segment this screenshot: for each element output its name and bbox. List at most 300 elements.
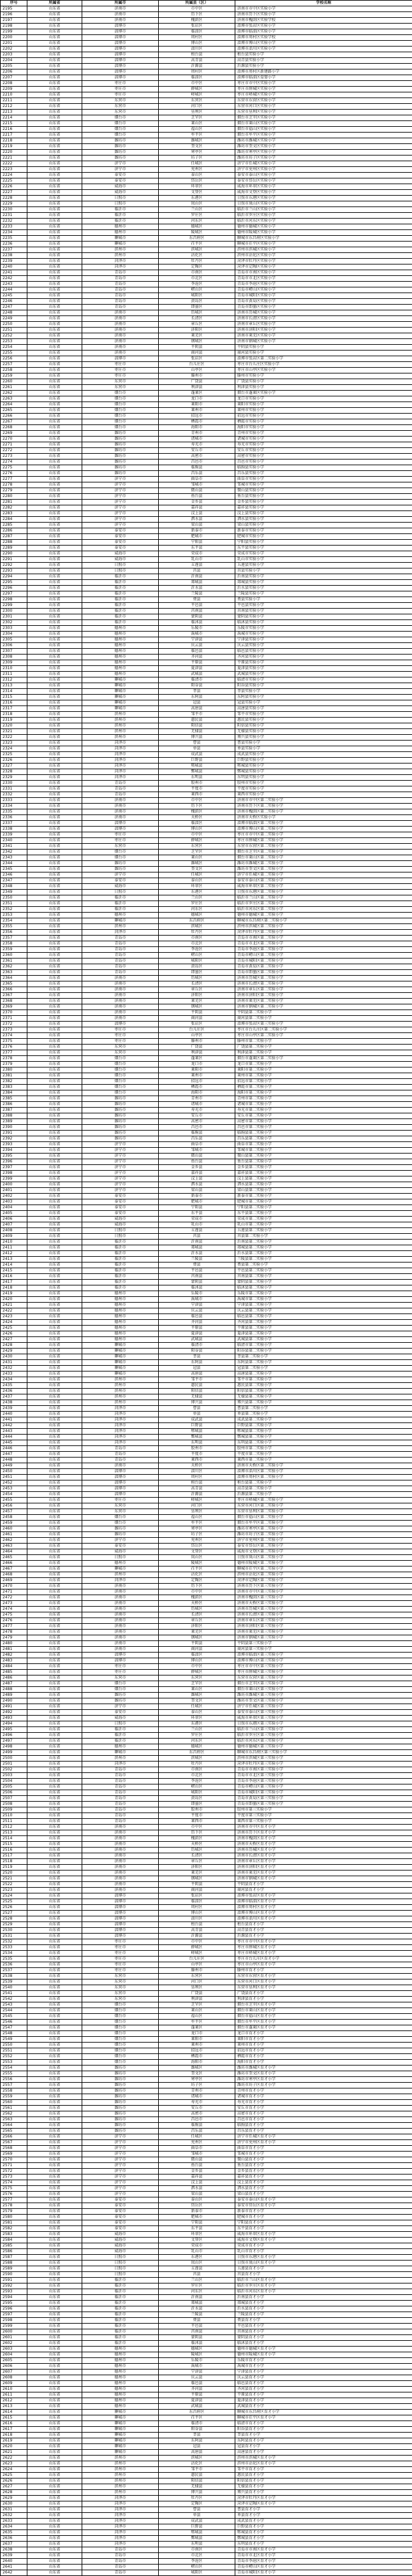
- cell-index: 2585: [1, 2243, 27, 2249]
- cell-province: 山东省: [27, 1698, 82, 1704]
- cell-county: 诸城市: [159, 1102, 235, 1108]
- cell-county: 博兴县: [159, 2490, 235, 2496]
- cell-county: 薛城区: [159, 838, 235, 844]
- cell-county: 天桥区: [159, 815, 235, 821]
- cell-city: 德州市: [82, 1331, 159, 1337]
- cell-index: 2516: [1, 1848, 27, 1853]
- table-row: [1, 1263, 412, 1268]
- table-row: [1, 2553, 412, 2559]
- cell-province: 山东省: [27, 2066, 82, 2071]
- cell-county: 阳信县: [159, 723, 235, 729]
- cell-school: 临邑县育才小学: [235, 2381, 412, 2387]
- cell-province: 山东省: [27, 763, 82, 769]
- cell-index: 2583: [1, 2232, 27, 2238]
- cell-index: 2624: [1, 2467, 27, 2473]
- cell-index: 2449: [1, 1463, 27, 1469]
- cell-city: 青岛市: [82, 282, 159, 287]
- cell-school: 禹城市实验小学: [235, 632, 412, 637]
- cell-province: 山东省: [27, 1004, 82, 1010]
- cell-index: 2592: [1, 2283, 27, 2289]
- cell-index: 2429: [1, 1349, 27, 1354]
- cell-index: 2460: [1, 1526, 27, 1532]
- cell-county: 长清区: [159, 1853, 235, 1859]
- table-row: [1, 1807, 412, 1813]
- cell-province: 山东省: [27, 1916, 82, 1922]
- cell-city: 威海市: [82, 557, 159, 563]
- cell-index: 2640: [1, 2559, 27, 2565]
- cell-city: 济宁市: [82, 1159, 159, 1165]
- cell-county: 海阳市: [159, 2060, 235, 2066]
- cell-province: 山东省: [27, 563, 82, 568]
- cell-school: 邹城市育才小学: [235, 2152, 412, 2157]
- table-row: [1, 156, 412, 161]
- cell-province: 山东省: [27, 2565, 82, 2570]
- cell-index: 2557: [1, 2083, 27, 2088]
- cell-county: 滕州市: [159, 1968, 235, 1974]
- cell-county: 昌邑市: [159, 1125, 235, 1131]
- cell-province: 山东省: [27, 305, 82, 310]
- cell-county: 昌乐县: [159, 1136, 235, 1142]
- cell-province: 山东省: [27, 620, 82, 626]
- cell-index: 2385: [1, 1096, 27, 1102]
- cell-index: 2505: [1, 1784, 27, 1790]
- cell-school: 济宁市任城区实验小学: [235, 161, 412, 167]
- cell-city: 临沂市: [82, 609, 159, 614]
- table-row: [1, 310, 412, 316]
- cell-index: 2216: [1, 127, 27, 133]
- cell-school: 济南市历城区育才小学: [235, 1848, 412, 1853]
- cell-city: 威海市: [82, 2243, 159, 2249]
- cell-city: 青岛市: [82, 2559, 159, 2565]
- cell-school: 潍坊市坊子区育才小学: [235, 2083, 412, 2088]
- cell-school: 烟台市莱山区第二实验小学: [235, 855, 412, 861]
- table-row: [1, 1222, 412, 1228]
- cell-county: 鄄城县: [159, 2536, 235, 2542]
- cell-city: 临沂市: [82, 2289, 159, 2295]
- table-row: [1, 184, 412, 190]
- cell-county: 成武县: [159, 752, 235, 758]
- cell-school: 商河县第二实验小学: [235, 1016, 412, 1022]
- cell-city: 济南市: [82, 1647, 159, 1653]
- cell-index: 2465: [1, 1555, 27, 1561]
- table-row: [1, 2083, 412, 2088]
- cell-school: 东营市东营区第二实验小学: [235, 844, 412, 850]
- cell-county: 临清市: [159, 2421, 235, 2427]
- cell-county: 微山县: [159, 488, 235, 494]
- cell-county: 德城区: [159, 224, 235, 230]
- cell-school: 微山县育才小学: [235, 2157, 412, 2163]
- cell-school: 济南市钢城区实验小学: [235, 339, 412, 345]
- table-row: [1, 213, 412, 219]
- cell-school: 烟台市福山区第二实验小学: [235, 1515, 412, 1521]
- cell-county: 章丘区: [159, 1618, 235, 1624]
- cell-city: 聊城市: [82, 689, 159, 695]
- cell-school: 青岛市崂山区第三实验小学: [235, 1784, 412, 1790]
- cell-school: 烟台市莱山区育才小学: [235, 2008, 412, 2014]
- cell-school: 枣庄市峄城区育才小学: [235, 1951, 412, 1957]
- cell-school: 无棣县第二实验小学: [235, 1394, 412, 1400]
- table-row: [1, 1148, 412, 1154]
- table-row: [1, 1916, 412, 1922]
- cell-county: 牟平区: [159, 2020, 235, 2025]
- cell-index: 2489: [1, 1693, 27, 1698]
- table-row: [1, 2370, 412, 2375]
- cell-county: 昌邑市: [159, 2117, 235, 2123]
- table-row: [1, 2312, 412, 2318]
- cell-province: 山东省: [27, 242, 82, 247]
- table-row: [1, 2088, 412, 2094]
- cell-county: 商河县: [159, 351, 235, 356]
- cell-city: 济宁市: [82, 523, 159, 528]
- cell-city: 聊城市: [82, 683, 159, 689]
- table-row: [1, 201, 412, 207]
- cell-school: 潍坊市潍城区实验小学: [235, 138, 412, 144]
- cell-city: 淄博市: [82, 821, 159, 827]
- cell-index: 2366: [1, 987, 27, 993]
- cell-county: 蒙阴县: [159, 614, 235, 620]
- cell-county: 高密市: [159, 1119, 235, 1125]
- cell-province: 山东省: [27, 2152, 82, 2157]
- table-row: [1, 1452, 412, 1458]
- cell-province: 山东省: [27, 1911, 82, 1916]
- cell-school: 日照市东港区育才小学: [235, 2255, 412, 2261]
- cell-index: 2274: [1, 459, 27, 465]
- cell-city: 济宁市: [82, 1176, 159, 1182]
- cell-city: 潍坊市: [82, 442, 159, 448]
- cell-province: 山东省: [27, 482, 82, 488]
- cell-county: 高唐县: [159, 2450, 235, 2456]
- cell-city: 聊城市: [82, 1567, 159, 1572]
- table-row: [1, 695, 412, 700]
- table-row: [1, 379, 412, 385]
- cell-province: 山东省: [27, 1991, 82, 1997]
- cell-province: 山东省: [27, 2278, 82, 2283]
- cell-index: 2283: [1, 511, 27, 517]
- cell-province: 山东省: [27, 339, 82, 345]
- cell-city: 济南市: [82, 798, 159, 804]
- cell-province: 山东省: [27, 104, 82, 110]
- table-row: [1, 2071, 412, 2077]
- cell-city: 德州市: [82, 230, 159, 236]
- cell-county: 巨野县: [159, 758, 235, 763]
- cell-index: 2435: [1, 1383, 27, 1389]
- table-row: [1, 1796, 412, 1802]
- cell-school: 临沂市罗庄区第三实验小学: [235, 1733, 412, 1739]
- cell-county: 蓬莱区: [159, 2025, 235, 2031]
- cell-province: 山东省: [27, 1171, 82, 1176]
- table-row: [1, 970, 412, 976]
- cell-index: 2532: [1, 1939, 27, 1945]
- cell-school: 莒南县第二实验小学: [235, 1274, 412, 1280]
- cell-school: 日照市东港区第三实验小学: [235, 1721, 412, 1727]
- cell-index: 2522: [1, 1882, 27, 1888]
- cell-county: 莒南县: [159, 2329, 235, 2335]
- cell-city: 临沂市: [82, 1251, 159, 1257]
- table-row: [1, 465, 412, 471]
- cell-school: 夏津县第二实验小学: [235, 1331, 412, 1337]
- cell-index: 2242: [1, 276, 27, 282]
- cell-province: 山东省: [27, 2134, 82, 2140]
- table-row: [1, 373, 412, 379]
- cell-index: 2641: [1, 2565, 27, 2570]
- cell-index: 2547: [1, 2025, 27, 2031]
- cell-index: 2415: [1, 1268, 27, 1274]
- cell-city: 德州市: [82, 1337, 159, 1343]
- cell-school: 昌乐县实验小学: [235, 471, 412, 477]
- cell-province: 山东省: [27, 1825, 82, 1830]
- cell-county: 天桥区: [159, 1463, 235, 1469]
- cell-index: 2294: [1, 574, 27, 580]
- cell-index: 2289: [1, 546, 27, 551]
- cell-school: 枣庄市山亭区实验小学: [235, 368, 412, 373]
- cell-index: 2575: [1, 2186, 27, 2192]
- cell-school: 蒙阴县第二实验小学: [235, 1280, 412, 1285]
- cell-index: 2352: [1, 907, 27, 913]
- table-row: [1, 1687, 412, 1693]
- cell-school: 莒南县育才小学: [235, 2329, 412, 2335]
- cell-index: 2510: [1, 1813, 27, 1819]
- cell-index: 2389: [1, 1119, 27, 1125]
- cell-index: 2381: [1, 1073, 27, 1079]
- cell-city: 青岛市: [82, 1767, 159, 1773]
- cell-province: 山东省: [27, 1113, 82, 1119]
- cell-city: 临沂市: [82, 901, 159, 907]
- cell-province: 山东省: [27, 1274, 82, 1280]
- cell-index: 2401: [1, 1188, 27, 1194]
- cell-school: 夏津县育才小学: [235, 2398, 412, 2404]
- cell-index: 2609: [1, 2381, 27, 2387]
- cell-province: 山东省: [27, 270, 82, 276]
- cell-county: 济阳区: [159, 1624, 235, 1630]
- cell-city: 滨州市: [82, 1383, 159, 1389]
- cell-county: 东平县: [159, 1211, 235, 1217]
- cell-city: 临沂市: [82, 2335, 159, 2341]
- cell-city: 潍坊市: [82, 448, 159, 454]
- cell-county: 乳山市: [159, 1222, 235, 1228]
- cell-county: 单县: [159, 2513, 235, 2519]
- cell-province: 山东省: [27, 746, 82, 752]
- cell-province: 山东省: [27, 2169, 82, 2174]
- cell-county: 梁山县: [159, 2192, 235, 2197]
- cell-index: 2270: [1, 437, 27, 442]
- cell-school: 烟台市芝罘区育才小学: [235, 2002, 412, 2008]
- cell-county: 牡丹区: [159, 259, 235, 264]
- cell-school: 金乡县第二实验小学: [235, 1165, 412, 1171]
- cell-county: 峄城区: [159, 1951, 235, 1957]
- cell-city: 潍坊市: [82, 861, 159, 867]
- table-row: [1, 2232, 412, 2238]
- table-row: [1, 2306, 412, 2312]
- cell-school: 惠民县实验小学: [235, 718, 412, 723]
- cell-school: 枣庄市市中区第三实验小学: [235, 1664, 412, 1670]
- cell-county: 平邑县: [159, 1268, 235, 1274]
- cell-index: 2544: [1, 2008, 27, 2014]
- cell-index: 2299: [1, 603, 27, 609]
- cell-school: 青岛市城阳区第三实验小学: [235, 1790, 412, 1796]
- cell-index: 2482: [1, 1653, 27, 1658]
- cell-school: 滕州市育才小学: [235, 1968, 412, 1974]
- cell-county: 临沭县: [159, 620, 235, 626]
- cell-index: 2227: [1, 190, 27, 196]
- cell-county: 胶州市: [159, 1807, 235, 1813]
- cell-city: 烟台市: [82, 396, 159, 402]
- table-row: [1, 1985, 412, 1991]
- cell-province: 山东省: [27, 1010, 82, 1016]
- cell-province: 山东省: [27, 75, 82, 81]
- cell-county: 沂源县: [159, 64, 235, 69]
- cell-province: 山东省: [27, 1681, 82, 1687]
- table-row: [1, 414, 412, 419]
- cell-index: 2419: [1, 1291, 27, 1297]
- cell-county: 坊子区: [159, 2083, 235, 2088]
- cell-city: 东营市: [82, 1675, 159, 1681]
- cell-index: 2509: [1, 1807, 27, 1813]
- cell-city: 滨州市: [82, 2473, 159, 2478]
- cell-county: 槐荫区: [159, 18, 235, 24]
- cell-index: 2195: [1, 6, 27, 12]
- cell-county: 定陶区: [159, 1578, 235, 1584]
- cell-school: 桓台县育才小学: [235, 1922, 412, 1928]
- cell-school: 嘉祥县育才小学: [235, 2174, 412, 2180]
- cell-school: 邹平市育才小学: [235, 2467, 412, 2473]
- cell-county: 博山区: [159, 1658, 235, 1664]
- table-row: [1, 276, 412, 282]
- table-row: [1, 2146, 412, 2152]
- cell-province: 山东省: [27, 1486, 82, 1492]
- cell-county: 李沧区: [159, 947, 235, 953]
- cell-index: 2511: [1, 1819, 27, 1825]
- cell-province: 山东省: [27, 1194, 82, 1199]
- cell-school: 沂水县实验小学: [235, 586, 412, 591]
- cell-school: 寿光市第二实验小学: [235, 1108, 412, 1113]
- cell-county: 禹城市: [159, 1297, 235, 1303]
- table-row: [1, 144, 412, 150]
- cell-county: 周村区: [159, 69, 235, 75]
- table-row: [1, 2266, 412, 2272]
- cell-index: 2491: [1, 1704, 27, 1710]
- cell-province: 山东省: [27, 1119, 82, 1125]
- cell-city: 潍坊市: [82, 2083, 159, 2088]
- cell-index: 2287: [1, 534, 27, 540]
- cell-county: 邹平市: [159, 2467, 235, 2473]
- cell-city: 淄博市: [82, 1486, 159, 1492]
- cell-province: 山东省: [27, 385, 82, 391]
- cell-index: 2485: [1, 1670, 27, 1675]
- cell-school: 平阴县第二实验小学: [235, 1010, 412, 1016]
- cell-school: 阳谷县育才小学: [235, 2427, 412, 2433]
- cell-index: 2368: [1, 999, 27, 1004]
- cell-index: 2570: [1, 2157, 27, 2163]
- cell-index: 2495: [1, 1727, 27, 1733]
- cell-city: 济宁市: [82, 1182, 159, 1188]
- cell-school: 潍坊市潍城区第三实验小学: [235, 1693, 412, 1698]
- table-row: [1, 1813, 412, 1819]
- cell-city: 德州市: [82, 637, 159, 643]
- table-row: [1, 18, 412, 24]
- cell-index: 2380: [1, 1067, 27, 1073]
- cell-city: 菏泽市: [82, 741, 159, 746]
- cell-school: 临沂市兰山区实验小学: [235, 207, 412, 213]
- cell-county: 广饶县: [159, 1045, 235, 1050]
- cell-school: 阳信县育才小学: [235, 2478, 412, 2484]
- cell-school: 聊城市东昌府区育才小学: [235, 2410, 412, 2415]
- cell-county: 临沭县: [159, 1285, 235, 1291]
- cell-city: 滨州市: [82, 729, 159, 735]
- cell-province: 山东省: [27, 775, 82, 781]
- cell-county: 临邑县: [159, 1314, 235, 1320]
- cell-county: 台儿庄区: [159, 1957, 235, 1962]
- cell-county: 历下区: [159, 804, 235, 809]
- cell-index: 2262: [1, 391, 27, 396]
- cell-school: 青岛市市北区第二实验小学: [235, 941, 412, 947]
- cell-city: 青岛市: [82, 970, 159, 976]
- table-row: [1, 1199, 412, 1205]
- table-row: [1, 723, 412, 729]
- table-row: [1, 259, 412, 264]
- cell-province: 山东省: [27, 2398, 82, 2404]
- cell-province: 山东省: [27, 425, 82, 431]
- cell-school: 栖霞市第二实验小学: [235, 1085, 412, 1090]
- cell-index: 2601: [1, 2335, 27, 2341]
- cell-county: 山亭区: [159, 1033, 235, 1039]
- cell-school: 威海市文登区第二实验小学: [235, 1549, 412, 1555]
- cell-school: 济南市钢城区第二实验小学: [235, 1004, 412, 1010]
- cell-county: 牟平区: [159, 133, 235, 138]
- table-row: [1, 1343, 412, 1349]
- cell-school: 聊城市茌平区育才小学: [235, 2415, 412, 2421]
- cell-school: 潍坊市奎文区第三实验小学: [235, 1698, 412, 1704]
- cell-city: 德州市: [82, 1744, 159, 1750]
- cell-county: 东明县: [159, 2542, 235, 2547]
- cell-county: 诸城市: [159, 437, 235, 442]
- cell-city: 临沂市: [82, 895, 159, 901]
- cell-index: 2383: [1, 1085, 27, 1090]
- table-row: [1, 408, 412, 414]
- table-row: [1, 959, 412, 964]
- cell-province: 山东省: [27, 2542, 82, 2547]
- cell-county: 沂水县: [159, 586, 235, 591]
- cell-province: 山东省: [27, 1945, 82, 1951]
- cell-index: 2320: [1, 723, 27, 729]
- cell-county: 垦利区: [159, 1509, 235, 1515]
- cell-city: 济南市: [82, 339, 159, 345]
- table-row: [1, 632, 412, 637]
- table-row: [1, 534, 412, 540]
- cell-school: 诸城市实验小学: [235, 437, 412, 442]
- table-row: [1, 92, 412, 98]
- table-row: [1, 431, 412, 437]
- cell-county: 高青县: [159, 58, 235, 64]
- cell-county: 荣成市: [159, 551, 235, 557]
- cell-school: 巨野县第二实验小学: [235, 1423, 412, 1429]
- cell-school: 高唐县育才小学: [235, 2450, 412, 2456]
- cell-city: 滨州市: [82, 2456, 159, 2461]
- cell-city: 济宁市: [82, 500, 159, 505]
- cell-index: 2635: [1, 2530, 27, 2536]
- cell-school: 平阴县第三实验小学: [235, 1641, 412, 1647]
- cell-county: 天桥区: [159, 1601, 235, 1607]
- cell-school: 潍坊市潍城区育才小学: [235, 2066, 412, 2071]
- cell-school: 济南市长清区第三实验小学: [235, 1612, 412, 1618]
- cell-province: 山东省: [27, 471, 82, 477]
- table-row: [1, 1257, 412, 1263]
- cell-city: 济南市: [82, 1859, 159, 1865]
- cell-city: 青岛市: [82, 276, 159, 282]
- cell-county: 福山区: [159, 2014, 235, 2020]
- table-row: [1, 1056, 412, 1062]
- cell-school: 枣庄市台儿庄区第二实验小学: [235, 1027, 412, 1033]
- cell-province: 山东省: [27, 328, 82, 333]
